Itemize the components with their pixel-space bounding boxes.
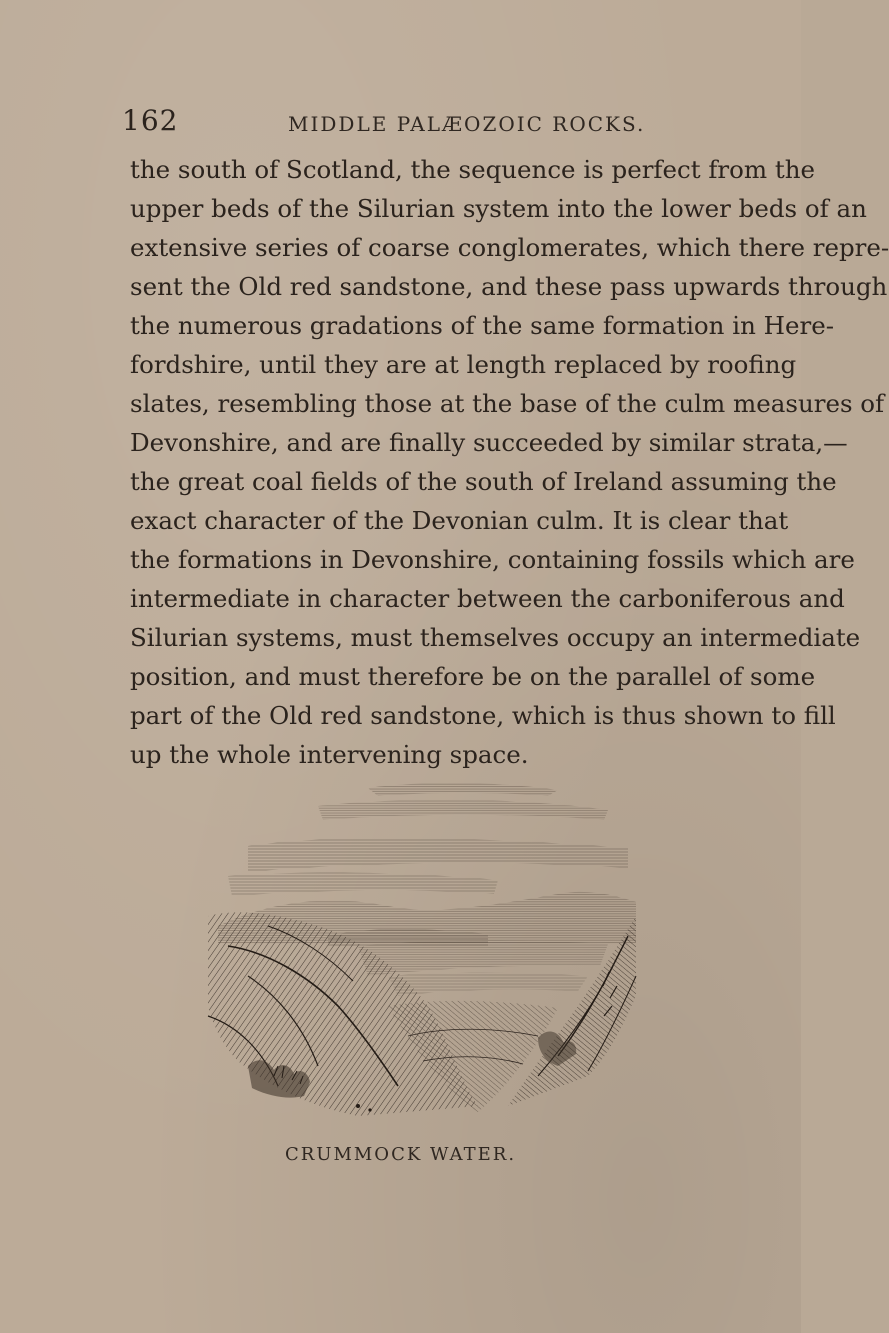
text-line: slates, resembling those at the base of the culm measures of <box>130 389 885 418</box>
text-line: upper beds of the Silurian system into the lower beds of an <box>130 194 867 223</box>
text-line: the great coal fields of the south of Ireland assuming the <box>130 467 837 496</box>
text-line: the south of Scotland, the sequence is perfect from the <box>130 155 816 184</box>
text-line: the numerous gradations of the same formation in Here- <box>130 311 835 340</box>
text-line: exact character of the Devonian culm. It is clear that <box>130 506 789 535</box>
text-line: sent the Old red sandstone, and these pass upwards through <box>130 272 888 301</box>
text-line: the formations in Devonshire, containing fossils which are <box>130 545 855 574</box>
page-header <box>122 104 682 138</box>
body-paragraph <box>130 150 889 774</box>
crummock-water-engraving <box>208 776 636 1126</box>
text-line: fordshire, until they are at length replaced by roofing <box>130 350 797 379</box>
text-line: position, and must therefore be on the parallel of some <box>130 662 816 691</box>
text-line: Silurian systems, must themselves occupy an intermediate <box>130 623 861 652</box>
running-head: MIDDLE PALÆOZOIC ROCKS. <box>288 112 646 136</box>
text-line: Devonshire, and are finally succeeded by similar strata,— <box>130 428 848 457</box>
text-line: extensive series of coarse conglomerates, which there repre- <box>130 233 889 262</box>
sky <box>228 783 628 896</box>
text-line: part of the Old red sandstone, which is thus shown to fill <box>130 701 836 730</box>
page-number: 162 <box>122 104 179 137</box>
text-line: up the whole intervening space. <box>130 740 529 769</box>
figure-caption: CRUMMOCK WATER. <box>284 1144 517 1165</box>
text-line: intermediate in character between the carboniferous and <box>130 584 845 613</box>
